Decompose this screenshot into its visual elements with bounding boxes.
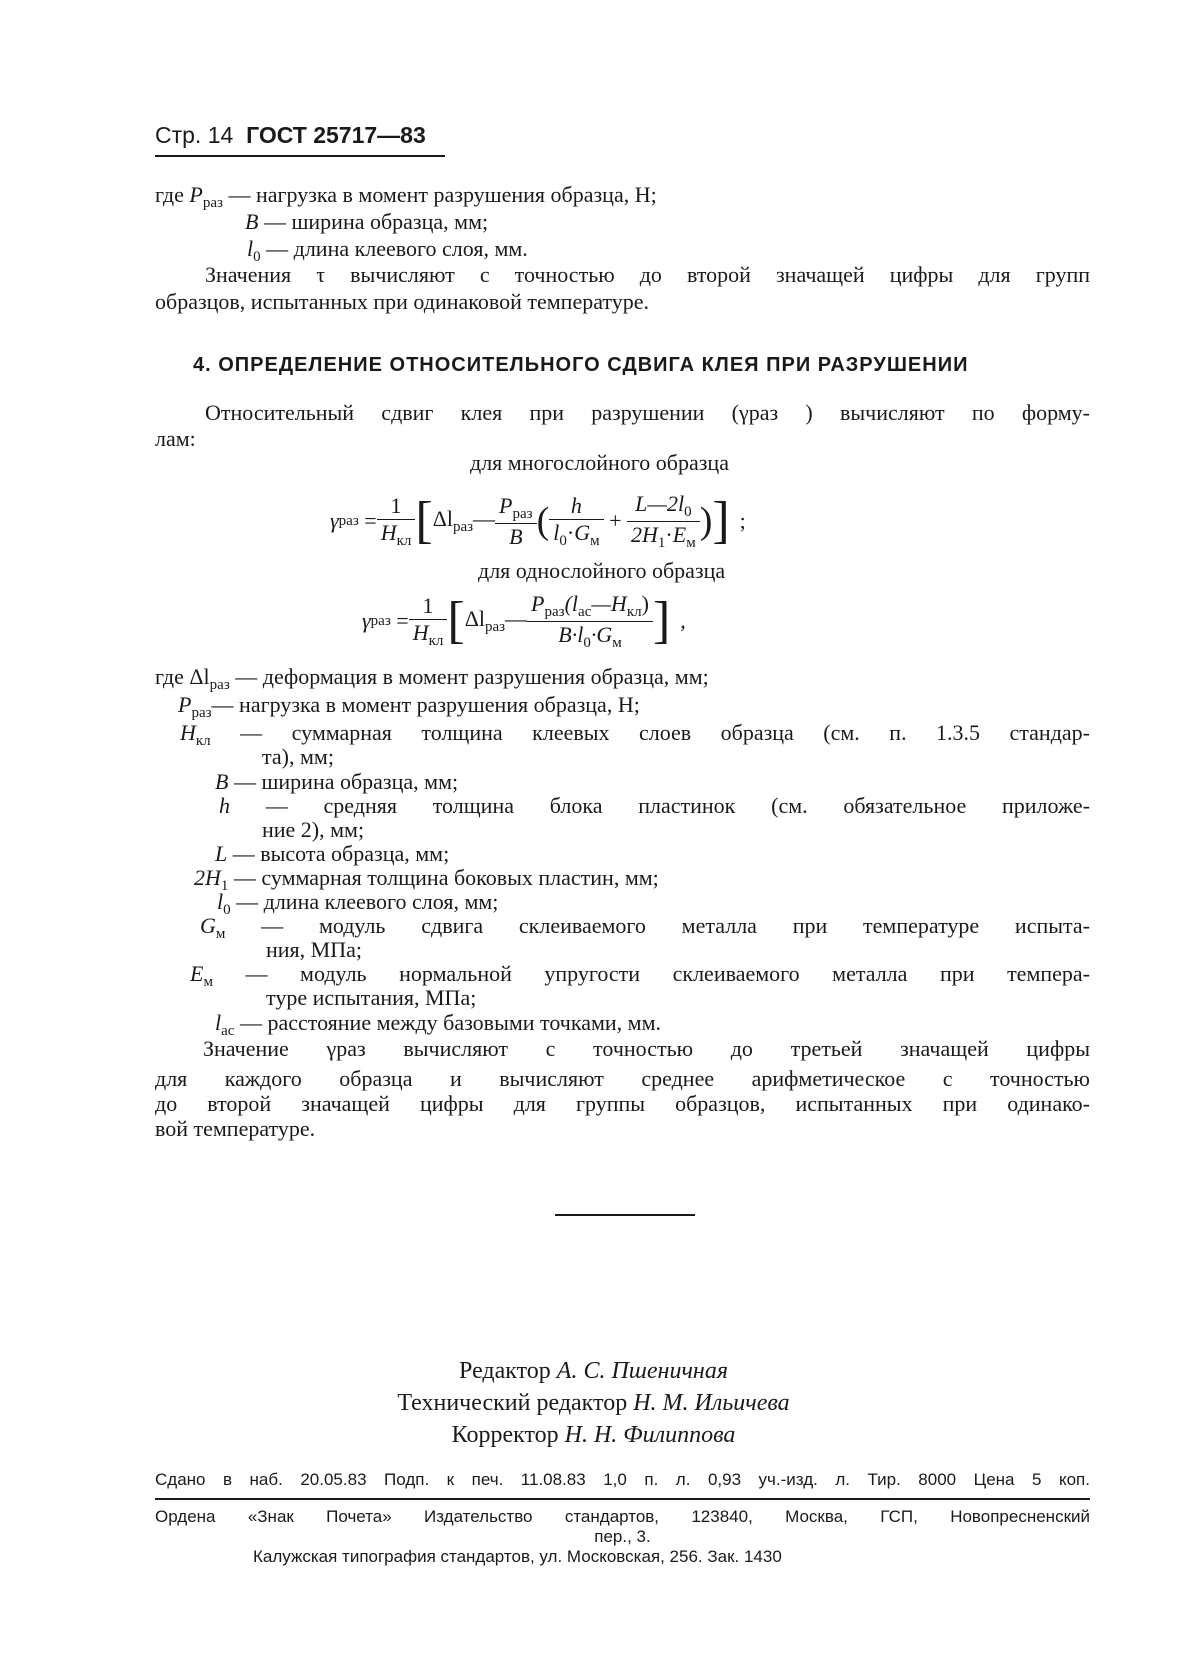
def-gm-cont: ния, МПа; <box>266 937 362 962</box>
imprint-line3: пер., 3. <box>594 1527 651 1546</box>
imprint-rule <box>155 1498 1090 1500</box>
def-em: $E_м$ — модуль нормальной упругости склеиваемого металла при темпера- <box>190 961 1090 989</box>
def-dl: где $\Delta l_{раз}$ — деформация в момент разрушения образца, мм; <box>155 664 709 693</box>
formula1-caption: для многослойного образца <box>470 450 729 475</box>
credit-tech-editor: Технический редактор Н. М. Ильичева <box>397 1390 790 1416</box>
formula1: γ раз = $\frac{1}{H_{кл}}$ [ $\Delta l_{раз}—$ $\frac{P_{раз}}{B}$ ( $\frac{h}{l_0\cdot G_м}$ + $\frac{L—2l_0}{2H_1\cdot E_м}$ ) ] ; <box>330 490 746 551</box>
closing-line4: вой температуре. <box>155 1116 316 1141</box>
def-lac: $l_{ac}$ — расстояние между базовыми точками, мм. <box>215 1010 662 1039</box>
header-rule <box>155 155 445 157</box>
def-hkl: $H_{кл}$ — суммарная толщина клеевых слоев образца (см. п. 1.3.5 стандар- <box>180 720 1090 748</box>
page-header <box>155 122 426 149</box>
imprint-line2: Ордена «Знак Почета» Издательство стандартов, 123840, Москва, ГСП, Новопресненский <box>155 1507 1090 1526</box>
def-b: B — ширина образца, мм; <box>215 769 459 794</box>
formula2: γ раз = $\frac{1}{H_{кл}}$ [ $\Delta l_{раз}—$ $\frac{P_{раз}(l_{ac}—H_{кл})}{B\cdot l_0\cdot G_м}$ ] , <box>362 590 686 651</box>
end-rule <box>555 1214 695 1216</box>
gost-number: ГОСТ 25717—83 <box>246 122 426 148</box>
section-title: 4. ОПРЕДЕЛЕНИЕ ОТНОСИТЕЛЬНОГО СДВИГА КЛЕЯ ПРИ РАЗРУШЕНИИ <box>193 354 969 376</box>
def-p: $P_{раз}—$ нагрузка в момент разрушения образца, Н; <box>178 692 640 721</box>
top-def-b: B — ширина образца, мм; <box>245 209 489 234</box>
tau-note-line1: Значения τ вычисляют с точностью до второй значащей цифры для групп <box>205 262 1090 287</box>
def-2h1: $2H_1$ — суммарная толщина боковых пластин, мм; <box>194 865 659 894</box>
def-l0: $l_0$ — длина клеевого слоя, мм; <box>217 889 499 918</box>
tau-note-line2: образцов, испытанных при одинаковой температуре. <box>155 289 650 314</box>
credit-corrector: Корректор Н. Н. Филиппова <box>451 1422 736 1448</box>
intro-line2: лам: <box>155 426 196 451</box>
top-def-p: где $P_{раз}$ — нагрузка в момент разрушения образца, Н; <box>155 182 657 211</box>
imprint-line1: Сдано в наб. 20.05.83 Подп. к печ. 11.08.83 1,0 п. л. 0,93 уч.-изд. л. Тир. 8000 Цена 5 коп. <box>155 1470 1090 1489</box>
def-em-cont: туре испытания, МПа; <box>266 985 477 1010</box>
page-number: Стр. 14 <box>155 122 234 148</box>
top-def-l0: $l_0$ — длина клеевого слоя, мм. <box>247 236 528 265</box>
credit-editor: Редактор А. С. Пшеничная <box>459 1358 728 1384</box>
def-h: h — средняя толщина блока пластинок (см. обязательное приложе- <box>219 793 1090 818</box>
imprint-line4: Калужская типография стандартов, ул. Московская, 256. Зак. 1430 <box>253 1547 782 1566</box>
def-hkl-cont: та), мм; <box>262 744 334 769</box>
closing-line3: до второй значащей цифры для группы образцов, испытанных при одинако- <box>155 1091 1090 1116</box>
intro-line1: Относительный сдвиг клея при разрушении (γраз ) вычисляют по форму- <box>205 400 1090 425</box>
formula2-caption: для однослойного образца <box>478 558 726 583</box>
def-gm: $G_м$ — модуль сдвига склеиваемого металла при температуре испыта- <box>200 913 1090 941</box>
closing-line1: Значение γраз вычисляют с точностью до третьей значащей цифры <box>203 1036 1090 1061</box>
def-h-cont: ние 2), мм; <box>262 817 365 842</box>
def-l: L — высота образца, мм; <box>215 841 450 866</box>
closing-line2: для каждого образца и вычисляют среднее арифметическое с точностью <box>155 1066 1090 1091</box>
